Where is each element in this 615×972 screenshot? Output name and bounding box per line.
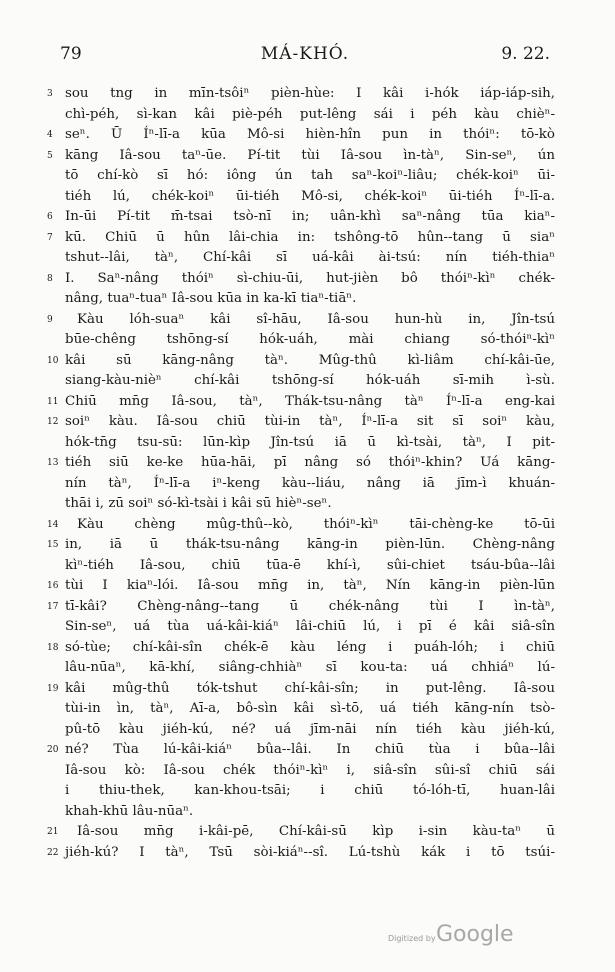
- line-text: tō chí-kò sī hó: iông ún tah saⁿ-koiⁿ-liâu; chék-koiⁿ ūi-: [65, 168, 555, 183]
- text-line: [65, 761, 555, 782]
- text-line: [47, 576, 555, 597]
- line-text: Kàu chèng mûg-thû--kò, thóiⁿ-kìⁿ tāi-chèng-ke tō-ūi: [77, 516, 555, 532]
- line-text: thāi i, zū soiⁿ só-kì-tsài i kâi sū hièⁿ-seⁿ.: [65, 496, 332, 511]
- line-text: nâng, tuaⁿ-tuaⁿ Iâ-sou kūa in ka-kī tiaⁿ-tiāⁿ.: [65, 291, 357, 306]
- verse-number: 19: [47, 683, 59, 694]
- text-line: [65, 720, 555, 741]
- text-line: [47, 228, 555, 249]
- verse-number: 10: [47, 355, 59, 366]
- body-text: [47, 84, 555, 863]
- text-line: [47, 535, 555, 556]
- text-line: [65, 330, 555, 351]
- text-line: [47, 679, 555, 700]
- verse-number: 13: [47, 458, 59, 468]
- text-line: [65, 166, 555, 187]
- text-line: [65, 187, 555, 208]
- verse-number: 17: [47, 601, 59, 612]
- verse-number: 15: [47, 540, 59, 550]
- line-text: Chiū mn̄g Iâ-sou, tàⁿ, Thák-tsu-nâng tàⁿ Íⁿ-lī-a eng-kai: [65, 393, 555, 409]
- line-text: sou tng in mīn-tsôiⁿ pièn-hùe: I kâi i-hók iáp-iáp-sih,: [65, 86, 555, 101]
- text-line: [47, 412, 555, 433]
- page-number: 79: [60, 44, 82, 64]
- text-line: [47, 392, 555, 413]
- line-text: kâi mûg-thû tók-tshut chí-kâi-sîn; in put-lêng. Iâ-sou: [65, 680, 555, 696]
- text-line: [65, 474, 555, 495]
- text-line: [65, 371, 555, 392]
- verse-number: 3: [47, 89, 53, 99]
- running-title: MÁ-KHÓ.: [260, 44, 350, 64]
- text-line: [47, 740, 555, 761]
- text-line: [65, 802, 555, 823]
- verse-number: 7: [47, 232, 53, 243]
- line-text: Iâ-sou mn̄g i-kâi-pē, Chí-kâi-sū kìp i-sin kàu-taⁿ ū: [77, 824, 555, 839]
- text-line: [47, 207, 555, 228]
- line-text: tshut--lâi, tàⁿ, Chí-kâi sī uá-kâi ài-tsú: nín tiéh-thiaⁿ: [65, 250, 555, 265]
- line-text: Sin-seⁿ, uá tùa uá-kâi-kiáⁿ lâi-chiū lú, i pī é kâi siâ-sîn: [65, 619, 555, 634]
- line-text: soiⁿ kàu. Iâ-sou chiū tùi-in tàⁿ, Íⁿ-lī-a sit sī soiⁿ kàu,: [65, 414, 555, 429]
- line-text: I. Saⁿ-nâng thóiⁿ sì-chiu-ūi, hut-jièn bô thóiⁿ-kìⁿ chék-: [65, 270, 555, 286]
- line-text: hók-tn̄g tsu-sū: lūn-kìp Jîn-tsú iā ū kì-tsài, tàⁿ, I pit-: [65, 434, 555, 450]
- verse-number: 11: [47, 396, 59, 407]
- line-text: siang-kàu-nièⁿ chí-kâi tshōng-sí hók-uáh sī-mih ì-sù.: [65, 373, 555, 388]
- line-text: kū. Chiū ū hûn lâi-chia in: tshông-tō hûn--tang ū siaⁿ: [65, 229, 555, 245]
- verse-number: 4: [47, 130, 53, 140]
- verse-number: 12: [47, 417, 59, 427]
- verse-number: 21: [47, 827, 59, 837]
- line-text: tùi-in ìn, tàⁿ, Aī-a, bô-sìn kâi sì-tō, uá tiéh kāng-nín tsò-: [65, 701, 555, 716]
- verse-number: 6: [47, 212, 53, 222]
- text-line: [47, 84, 555, 105]
- text-line: [65, 105, 555, 126]
- line-text: tī-kâi? Chèng-nâng--tang ū chék-nâng tùi I ìn-tàⁿ,: [65, 598, 555, 614]
- line-text: tiéh siū ke-ke hūa-hāi, pī nâng só thóiⁿ-khin? Uá kāng-: [65, 455, 555, 470]
- verse-number: 18: [47, 642, 59, 653]
- text-line: [65, 617, 555, 638]
- google-logo: Google: [436, 922, 514, 947]
- line-text: seⁿ. Ū Íⁿ-lī-a kūa Mô-si hièn-hîn pun in thóiⁿ: tō-kò: [65, 127, 555, 142]
- line-text: In-ūi Pí-tit m̄-tsai tsò-nī in; uân-khì saⁿ-nâng tūa kiaⁿ-: [65, 209, 555, 224]
- text-line: [47, 351, 555, 372]
- text-line: [47, 269, 555, 290]
- line-text: Kàu lóh-suaⁿ kâi sî-hāu, Iâ-sou hun-hù in, Jîn-tsú: [77, 311, 555, 327]
- text-line: [65, 494, 555, 515]
- line-text: pû-tō kàu jiéh-kú, né? uá jīm-nāi nín tiéh kàu jiéh-kú,: [65, 721, 555, 737]
- text-line: [65, 556, 555, 577]
- text-line: [65, 781, 555, 802]
- text-line: [47, 146, 555, 167]
- text-line: [65, 289, 555, 310]
- text-line: [47, 453, 555, 474]
- line-text: kāng Iâ-sou taⁿ-ūe. Pí-tit tùi Iâ-sou ìn-tàⁿ, Sin-seⁿ, ún: [65, 147, 555, 163]
- chapter-verse: 9. 22.: [501, 44, 550, 64]
- line-text: tùi I kiaⁿ-lói. Iâ-sou mn̄g in, tàⁿ, Nín kāng-in pièn-lūn: [65, 578, 555, 593]
- verse-number: 22: [47, 847, 59, 858]
- digitized-label: Digitized by: [388, 934, 436, 943]
- verse-number: 20: [47, 745, 59, 755]
- line-text: Iâ-sou kò: Iâ-sou chék thóiⁿ-kìⁿ i, siâ-sîn sûi-sî chiū sái: [65, 762, 555, 778]
- text-line: [47, 843, 555, 864]
- text-line: [65, 699, 555, 720]
- verse-number: 5: [47, 150, 53, 161]
- line-text: lâu-nūaⁿ, kā-khí, siâng-chhiàⁿ sī kou-ta: uá chhiáⁿ lú-: [65, 660, 555, 675]
- line-text: būe-chêng tshōng-sí hók-uáh, mài chiang só-thóiⁿ-kìⁿ: [65, 332, 555, 347]
- text-line: [47, 515, 555, 536]
- line-text: tiéh lú, chék-koiⁿ ūi-tiéh Mô-si, chék-koiⁿ ūi-tiéh Íⁿ-lī-a.: [65, 188, 555, 204]
- verse-number: 8: [47, 273, 53, 284]
- text-line: [65, 248, 555, 269]
- text-line: [47, 638, 555, 659]
- line-text: khah-khū lâu-nūaⁿ.: [65, 803, 194, 819]
- line-text: in, iā ū thák-tsu-nâng kāng-in pièn-lūn. Chèng-nâng: [65, 537, 555, 552]
- text-line: [47, 310, 555, 331]
- text-line: [65, 658, 555, 679]
- verse-number: 14: [47, 519, 59, 530]
- line-text: chì-péh, sì-kan kâi piè-péh put-lêng sái i péh kàu chièⁿ-: [65, 106, 555, 122]
- text-line: [47, 125, 555, 146]
- text-line: [65, 433, 555, 454]
- line-text: kâi sū kāng-nâng tàⁿ. Mûg-thû kì-liâm chí-kâi-ūe,: [65, 352, 555, 368]
- line-text: só-tùe; chí-kâi-sîn chék-ē kàu léng i puáh-lóh; i chiū: [65, 639, 555, 655]
- verse-number: 16: [47, 581, 59, 591]
- google-watermark: [388, 922, 528, 952]
- line-text: kìⁿ-tiéh Iâ-sou, chiū tūa-ē khí-ì, sûi-chiet tsáu-bûa--lâi: [65, 557, 555, 573]
- line-text: né? Tùa lú-kâi-kiáⁿ bûa--lâi. In chiū tùa i bûa--lâi: [65, 742, 555, 757]
- line-text: jiéh-kú? I tàⁿ, Tsū sòi-kiáⁿ--sî. Lú-tshù kák i tō tsúi-: [65, 844, 555, 860]
- text-line: [47, 597, 555, 618]
- line-text: nín tàⁿ, Íⁿ-lī-a iⁿ-keng kàu--liáu, nâng iā jīm-ì khuán-: [65, 475, 555, 491]
- verse-number: 9: [47, 314, 53, 325]
- line-text: i thiu-thek, kan-khou-tsāi; i chiū tó-lóh-tī, huan-lâi: [65, 783, 555, 798]
- text-line: [47, 822, 555, 843]
- page-header: [60, 44, 550, 70]
